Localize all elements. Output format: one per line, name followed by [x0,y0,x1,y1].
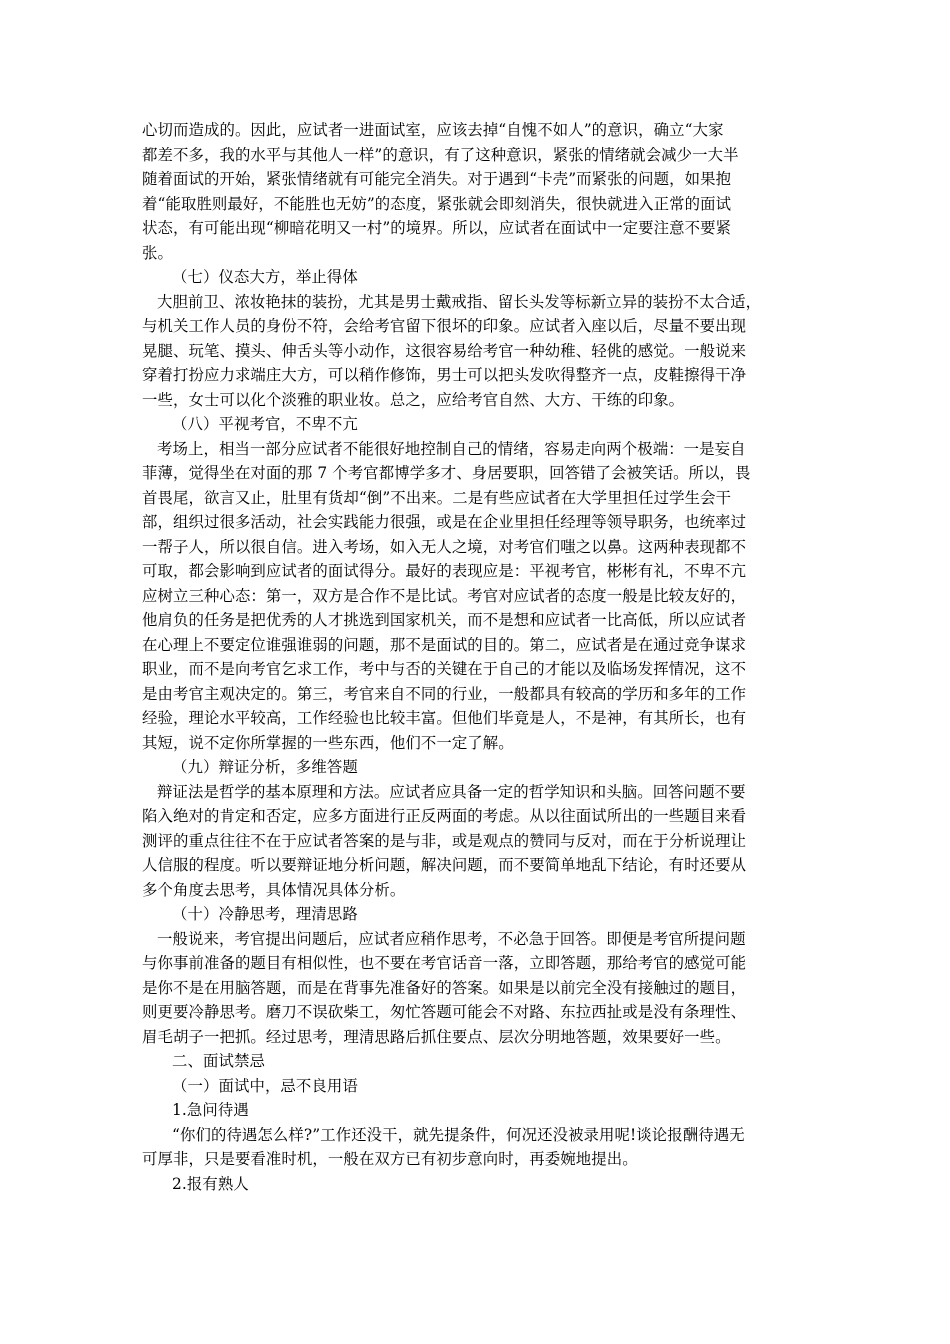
text-line: 一帮子人，所以很自信。进入考场，如入无人之境，对考官们嗤之以鼻。这两种表现都不 [142,537,747,556]
text-line: 经验，理论水平较高，工作经验也比较丰富。但他们毕竟是人，不是神，有其所长，也有 [142,709,747,727]
text-line: 测评的重点往往不在于应试者答案的是与非，或是观点的赞同与反对，而在于分析说理让 [142,831,747,850]
text-line: 菲薄，觉得坐在对面的那 7 个考官都博学多才、身居要职，回答错了会被笑话。所以，畏 [142,464,751,482]
text-line: （一）面试中，忌不良用语 [172,1076,358,1095]
text-line: 是你不是在用脑答题，而是在背事先准备好的答案。如果是以前完全没有接触过的题目， [142,978,747,997]
text-line: 与机关工作人员的身份不符，会给考官留下很坏的印象。应试者入座以后，尽量不要出现 [142,317,747,335]
text-line: 可取，都会影响到应试者的面试得分。最好的表现应是：平视考官，彬彬有礼，不卑不亢 [142,562,747,580]
text-line: 穿着打扮应力求端庄大方，可以稍作修饰，男士可以把头发吹得整齐一点，皮鞋擦得干净 [142,366,747,384]
text-line: 一般说来，考官提出问题后，应试者应稍作思考，不必急于回答。即便是考官所提问题 [157,929,746,948]
text-line: 应树立三种心态：第一，双方是合作不是比试。考官对应试者的态度一般是比较友好的， [142,586,747,605]
text-line: 陷入绝对的肯定和否定，应多方面进行正反两面的考虑。从以往面试所出的一些题目来看 [142,807,747,825]
text-line: 心切而造成的。因此，应试者一进面试室，应该去掉“自愧不如人”的意识，确立“大家 [142,121,724,139]
text-line: 首畏尾，欲言又止，肚里有货却“倒”不出来。二是有些应试者在大学里担任过学生会干 [142,488,732,507]
text-line: 二、面试禁忌 [172,1052,265,1070]
text-line: 多个角度去思考，具体情况具体分析。 [142,880,406,899]
text-line: 则更要冷静思考。磨刀不误砍柴工，匆忙答题可能会不对路、东拉西扯或是没有条理性、 [142,1003,747,1021]
text-line: “你们的待遇怎么样?”工作还没干，就先提条件，何况还没被录用呢!谈论报酬待遇无 [172,1125,745,1144]
text-line: （九）辩证分析，多维答题 [172,758,358,776]
text-line: 可厚非，只是要看准时机，一般在双方已有初步意向时，再委婉地提出。 [142,1150,638,1168]
document-body [142,118,810,1196]
text-line: 部，组织过很多活动，社会实践能力很强，或是在企业里担任经理等领导职务，也统率过 [142,513,747,531]
text-line: （七）仪态大方，举止得体 [172,268,358,286]
text-line: 他肩负的任务是把优秀的人才挑选到国家机关，而不是想和应试者一比高低，所以应试者 [142,611,747,629]
text-line: 大胆前卫、浓妆艳抹的装扮，尤其是男士戴戒指、留长头发等标新立异的装扮不太合适， [157,292,762,311]
text-line: 考场上，相当一部分应试者不能很好地控制自己的情绪，容易走向两个极端：一是妄自 [157,439,746,458]
text-line: 1.急问待遇 [172,1101,249,1119]
text-line: 2.报有熟人 [172,1174,249,1193]
text-line: 一些，女士可以化个淡雅的职业妆。总之，应给考官自然、大方、干练的印象。 [142,390,685,409]
text-line: 张。 [142,243,173,262]
text-line: 都差不多，我的水平与其他人一样”的意识，有了这种意识，紧张的情绪就会减少一大半 [142,145,739,164]
text-line: 与你事前准备的题目有相似性，也不要在考官话音一落，立即答题，那给考官的感觉可能 [142,954,747,972]
text-line: 是由考官主观决定的。第三，考官来自不同的行业，一般都具有较高的学历和多年的工作 [142,684,747,703]
text-line: 随着面试的开始，紧张情绪就有可能完全消失。对于遇到“卡壳”而紧张的问题，如果抱 [142,170,732,188]
text-line: 晃腿、玩笔、摸头、伸舌头等小动作，这很容易给考官一种幼稚、轻佻的感觉。一般说来 [142,341,747,360]
text-line: 在心理上不要定位谁强谁弱的问题，那不是面试的目的。第二，应试者是在通过竞争谋求 [142,635,747,654]
text-line: 着“能取胜则最好，不能胜也无妨”的态度，紧张就会即刻消失，很快就进入正常的面试 [142,194,732,213]
text-line: 其短，说不定你所掌握的一些东西，他们不一定了解。 [142,733,514,752]
text-line: （十）冷静思考，理清思路 [172,905,358,923]
text-line: 人信服的程度。听以要辩证地分析问题，解决问题，而不要简单地乱下结论，有时还要从 [142,856,747,874]
text-line: 辩证法是哲学的基本原理和方法。应试者应具备一定的哲学知识和头脑。回答问题不要 [157,782,746,801]
text-line: 职业，而不是向考官乞求工作，考中与否的关键在于自己的才能以及临场发挥情况，这不 [142,660,747,678]
text-line: （八）平视考官，不卑不亢 [172,415,358,433]
text-line: 眉毛胡子一把抓。经过思考，理清思路后抓住要点、层次分明地答题，效果要好一些。 [142,1027,731,1046]
text-line: 状态，有可能出现“柳暗花明又一村”的境界。所以，应试者在面试中一定要注意不要紧 [142,219,732,237]
